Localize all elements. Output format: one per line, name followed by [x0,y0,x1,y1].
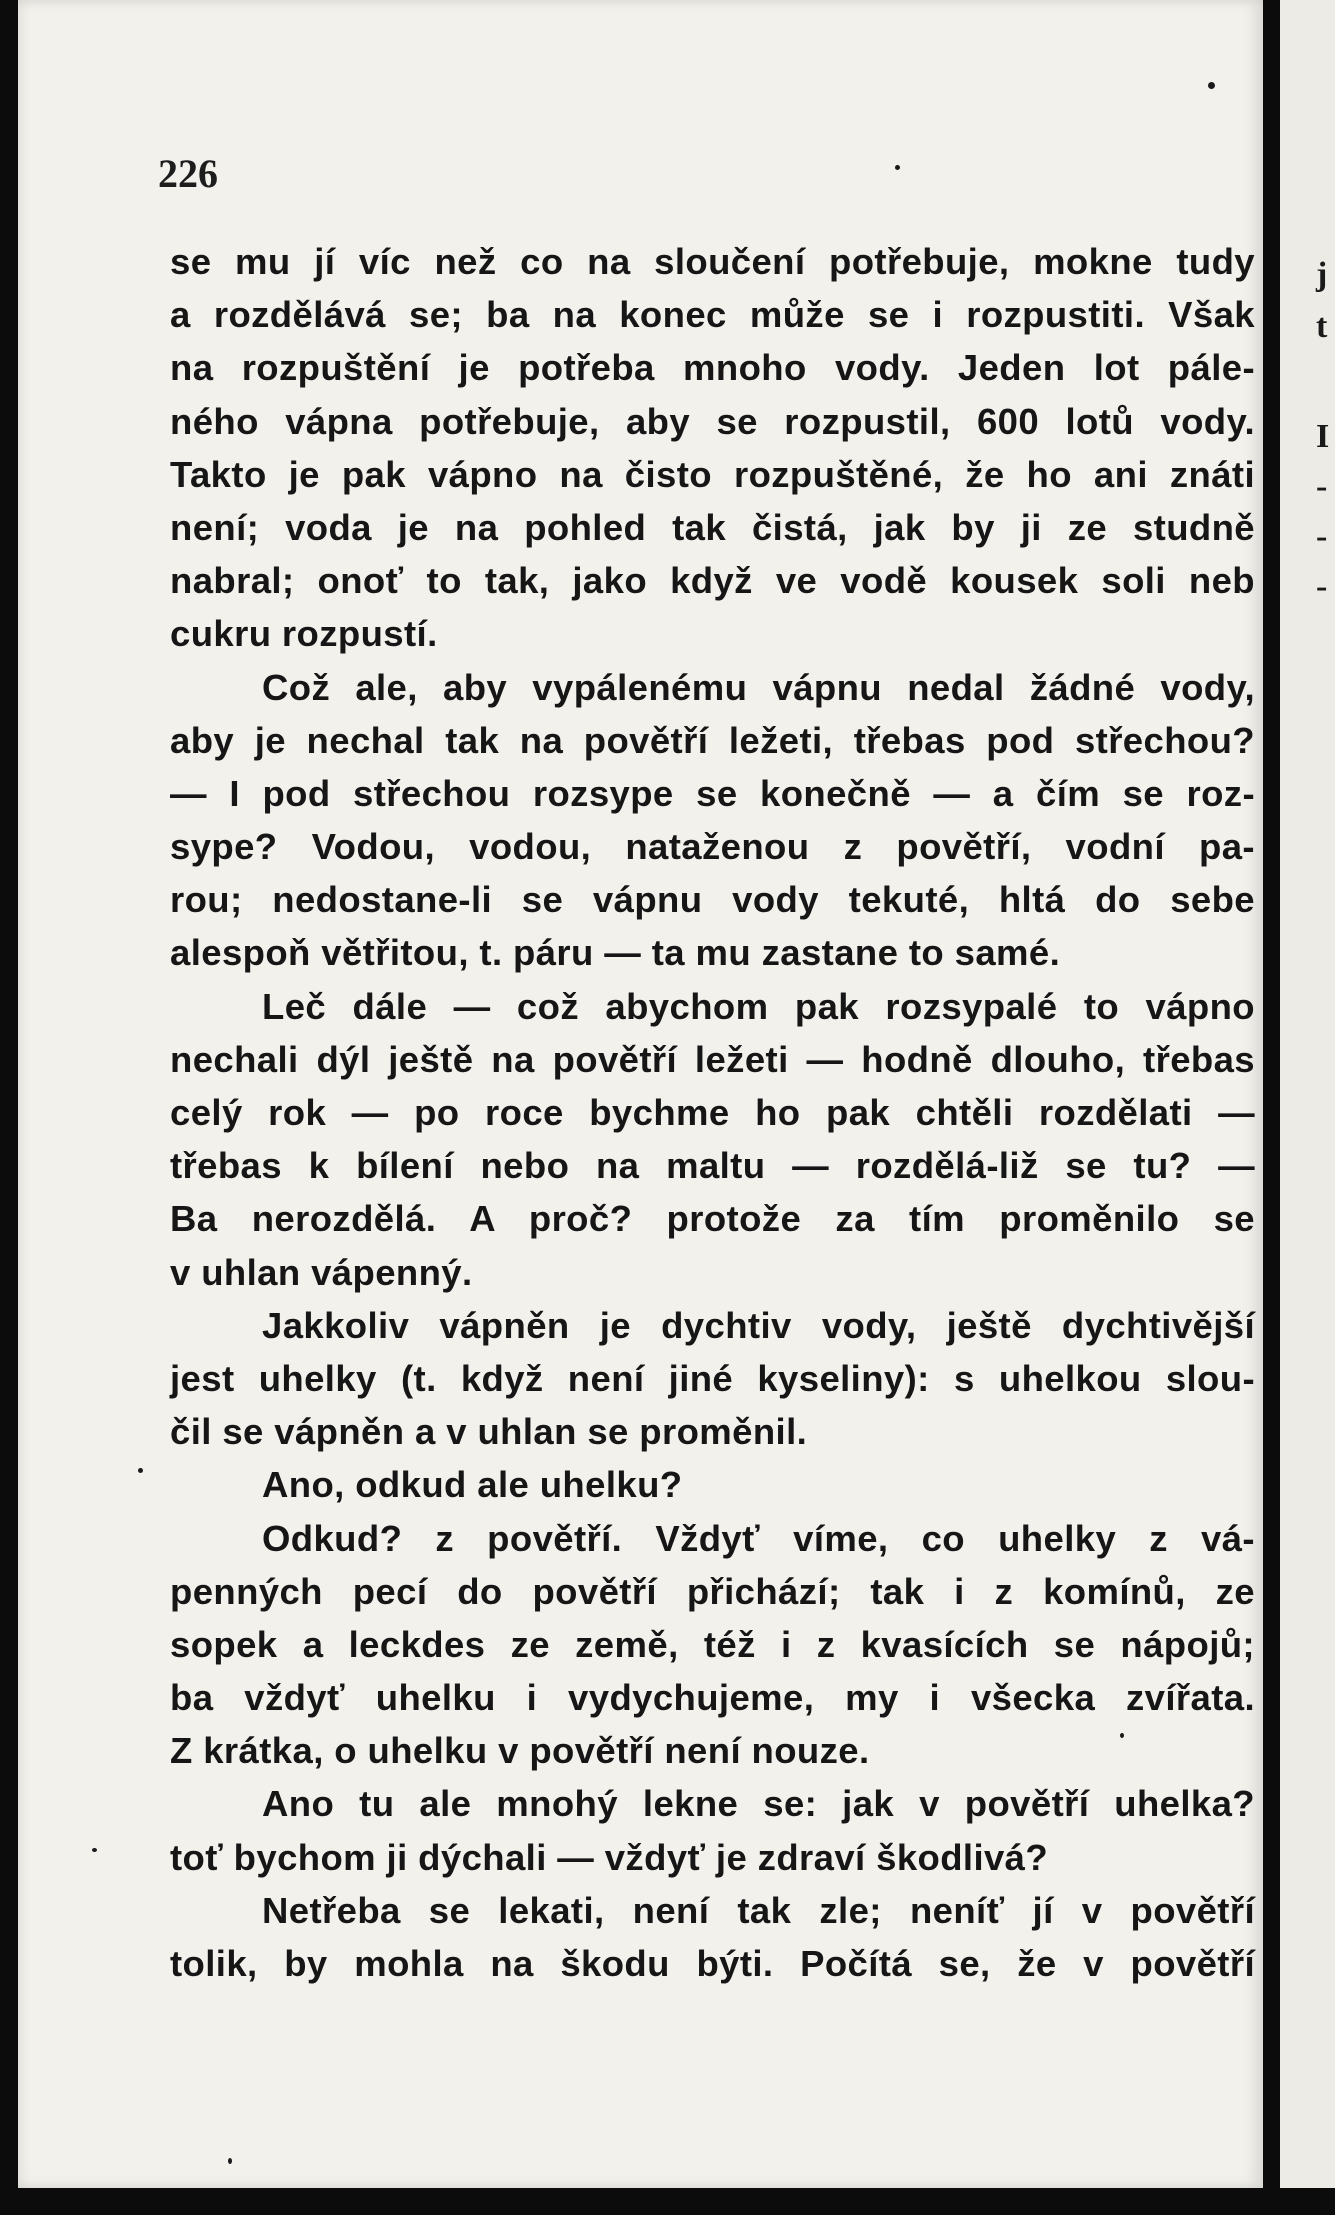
text-line: Což ale, aby vypálenému vápnu nedal žádné vody, [262,666,1255,708]
print-speck [228,2158,232,2164]
text-line: nechali dýl ještě na povětří ležeti — hodně dlouho, třebas [170,1038,1255,1080]
text-line: rou; nedostane-li se vápnu vody tekuté, hltá do sebe [170,879,1255,921]
text-line: na rozpuštění je potřeba mnoho vody. Jeden lot pále- [170,347,1255,389]
text-line: sopek a leckdes ze země, též i z kvasících se nápojů; [170,1623,1255,1665]
text-line: alespoň větřitou, t. páru — ta mu zastane to samé. [170,932,1061,974]
text-line: a rozdělává se; ba na konec může se i rozpustiti. Však [170,294,1255,336]
print-speck [895,165,900,170]
text-line: Odkud? z povětří. Vždyť víme, co uhelky z vá- [262,1517,1255,1559]
text-line: toť bychom ji dýchali — vždyť je zdraví škodlivá? [170,1836,1049,1878]
text-line: Jakkoliv vápněn je dychtiv vody, ještě dychtivější [262,1304,1255,1346]
text-line: jest uhelky (t. když není jiné kyseliny): s uhelkou slou- [170,1357,1255,1399]
text-line: v uhlan vápenný. [170,1251,473,1293]
text-line: aby je nechal tak na povětří ležeti, třebas pod střechou? [170,719,1255,761]
text-line: čil se vápněn a v uhlan se proměnil. [170,1411,808,1453]
text-line: cukru rozpustí. [170,613,438,655]
text-line: Ano, odkud ale uhelku? [262,1464,683,1506]
adjacent-page-fragment: t [1316,308,1328,345]
adjacent-page-fragment: I [1316,418,1330,455]
adjacent-page-fragment: - [1316,468,1328,505]
text-line: — I pod střechou rozsype se konečně — a čím se roz- [170,772,1255,814]
text-line: sype? Vodou, vodou, nataženou z povětří, vodní pa- [170,826,1255,868]
text-line: Leč dále — což abychom pak rozsypalé to vápno [262,985,1255,1027]
text-line: Netřeba se lekati, není tak zle; neníť jí v povětří [262,1889,1255,1931]
adjacent-page-fragment: - [1316,518,1328,555]
text-line: nabral; onoť to tak, jako když ve vodě kousek soli neb [170,560,1255,602]
text-line: penných pecí do povětří přichází; tak i z komínů, ze [170,1570,1255,1612]
text-line: třebas k bílení nebo na maltu — rozdělá-liž se tu? — [170,1145,1255,1187]
text-line: tolik, by mohla na škodu býti. Počítá se, že v povětří [170,1943,1255,1984]
adjacent-page-fragment: j [1316,256,1328,293]
text-line: ného vápna potřebuje, aby se rozpustil, 600 lotů vody. [170,400,1255,442]
page-number: 226 [158,151,218,196]
print-speck [1208,82,1215,89]
text-line: celý rok — po roce bychme ho pak chtěli rozdělati — [170,1092,1255,1133]
text-line: není; voda je na pohled tak čistá, jak by ji ze studně [170,506,1255,548]
adjacent-page-fragment: - [1316,568,1328,605]
body-text [170,235,1255,1990]
text-line: Z krátka, o uhelku v povětří není nouze. [170,1730,870,1772]
text-line: Ano tu ale mnohý lekne se: jak v povětří uhelka? [262,1783,1255,1825]
text-line: se mu jí víc než co na sloučení potřebuje, mokne tudy [170,241,1255,282]
print-speck [92,1848,97,1852]
text-line: Takto je pak vápno na čisto rozpuštěné, že ho ani znáti [170,453,1255,495]
adjacent-page-edge [1280,0,1335,2188]
print-speck [1120,1733,1124,1738]
print-speck [138,1468,143,1473]
text-line: ba vždyť uhelku i vydychujeme, my i všecka zvířata. [170,1677,1255,1719]
text-line: Ba nerozdělá. A proč? protože za tím proměnilo se [170,1198,1255,1240]
